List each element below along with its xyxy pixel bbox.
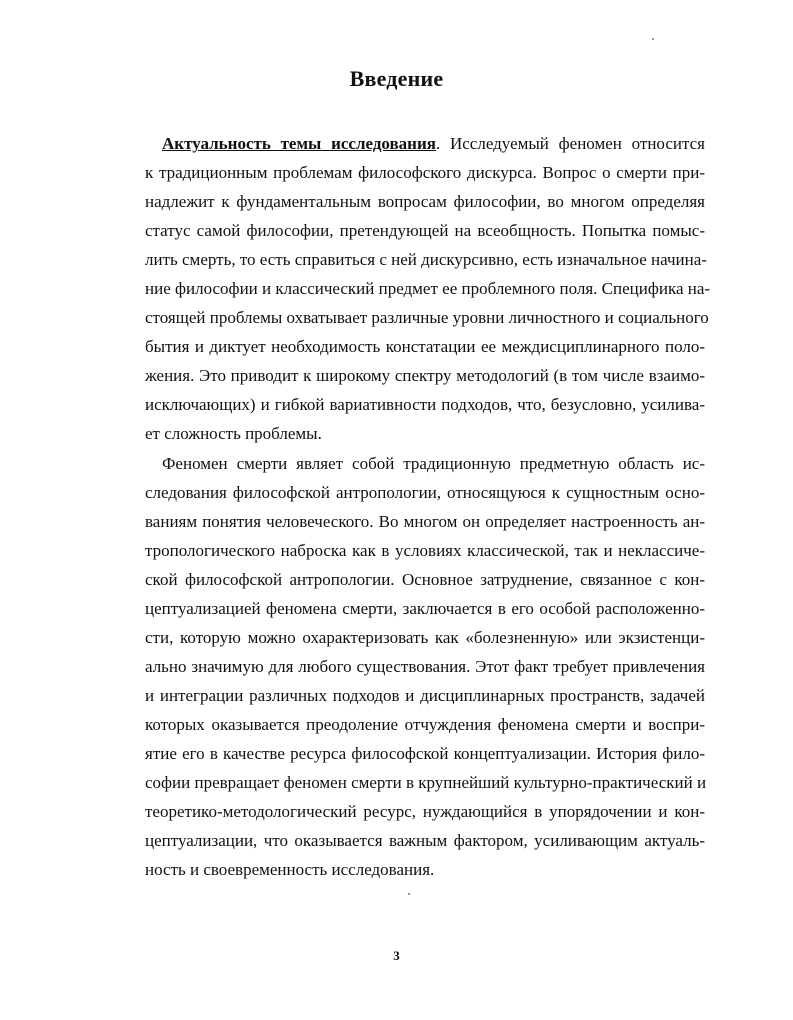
page-number: 3 xyxy=(393,948,400,963)
paragraph2-line: следования философской антропологии, относящуюся к сущностным осно- xyxy=(145,483,705,502)
paragraph2-line: тропологического наброска как в условиях классической, так и неклассиче- xyxy=(145,541,705,560)
paragraph2-line: софии превращает феномен смерти в крупнейший культурно-практический и xyxy=(145,773,707,792)
paragraph2-line: теоретико-методологический ресурс, нуждающийся в упорядочении и кон- xyxy=(145,802,705,821)
paragraph1-line: бытия и диктует необходимость констатации ее междисциплинарного поло- xyxy=(145,337,705,356)
paragraph2-line: Феномен смерти являет собой традиционную предметную область ис- xyxy=(162,454,705,473)
paragraph2-line: цептуализации, что оказывается важным фактором, усиливающим актуаль- xyxy=(145,831,705,850)
paragraph1-line: надлежит к фундаментальным вопросам философии, во многом определяя xyxy=(145,192,705,211)
paragraph2-line: и интеграции различных подходов и дисциплинарных пространств, задачей xyxy=(145,686,705,705)
paragraph2-line: ность и своевременность исследования. xyxy=(145,860,435,879)
paragraph2-line: которых оказывается преодоление отчуждения феномена смерти и воспри- xyxy=(145,715,705,734)
paragraph1-line: лить смерть, то есть справиться с ней дискурсивно, есть изначальное начина- xyxy=(145,250,707,269)
paragraph1-line: стоящей проблемы охватывает различные уровни личностного и социального xyxy=(145,308,709,327)
paragraph2-line: ской философской антропологии. Основное затруднение, связанное с кон- xyxy=(145,570,705,589)
paragraph1-line: ние философии и классический предмет ее проблемного поля. Специфика на- xyxy=(145,279,711,298)
paragraph2-line: сти, которую можно охарактеризовать как «болезненную» или экзистенци- xyxy=(145,628,705,647)
paragraph1-line: исключающих) и гибкой вариативности подходов, что, безусловно, усилива- xyxy=(145,395,705,414)
paragraph1-line: ет сложность проблемы. xyxy=(145,424,322,443)
paragraph2-line: ятие его в качестве ресурса философской концептуализации. История фило- xyxy=(145,744,705,763)
paragraph2-line: ально значимую для любого существования. Этот факт требует привлечения xyxy=(145,657,705,676)
paragraph2-line: цептуализацией феномена смерти, заключается в его особой расположенно- xyxy=(145,599,705,618)
scan-speck xyxy=(652,38,654,40)
page-title: Введение xyxy=(349,66,444,91)
paragraph1-line: статус самой философии, претендующей на всеобщность. Попытка помыс- xyxy=(145,221,705,240)
paragraph1-line: Актуальность темы исследования. Исследуемый феномен относится xyxy=(162,134,705,153)
paragraph1-line: к традиционным проблемам философского дискурса. Вопрос о смерти при- xyxy=(145,163,705,182)
paragraph1-line: жения. Это приводит к широкому спектру методологий (в том числе взаимо- xyxy=(145,366,705,385)
paragraph2-line: ваниям понятия человеческого. Во многом он определяет настроенность ан- xyxy=(145,512,705,531)
section-heading: Актуальность темы исследования xyxy=(162,134,436,153)
scan-speck xyxy=(408,893,410,895)
